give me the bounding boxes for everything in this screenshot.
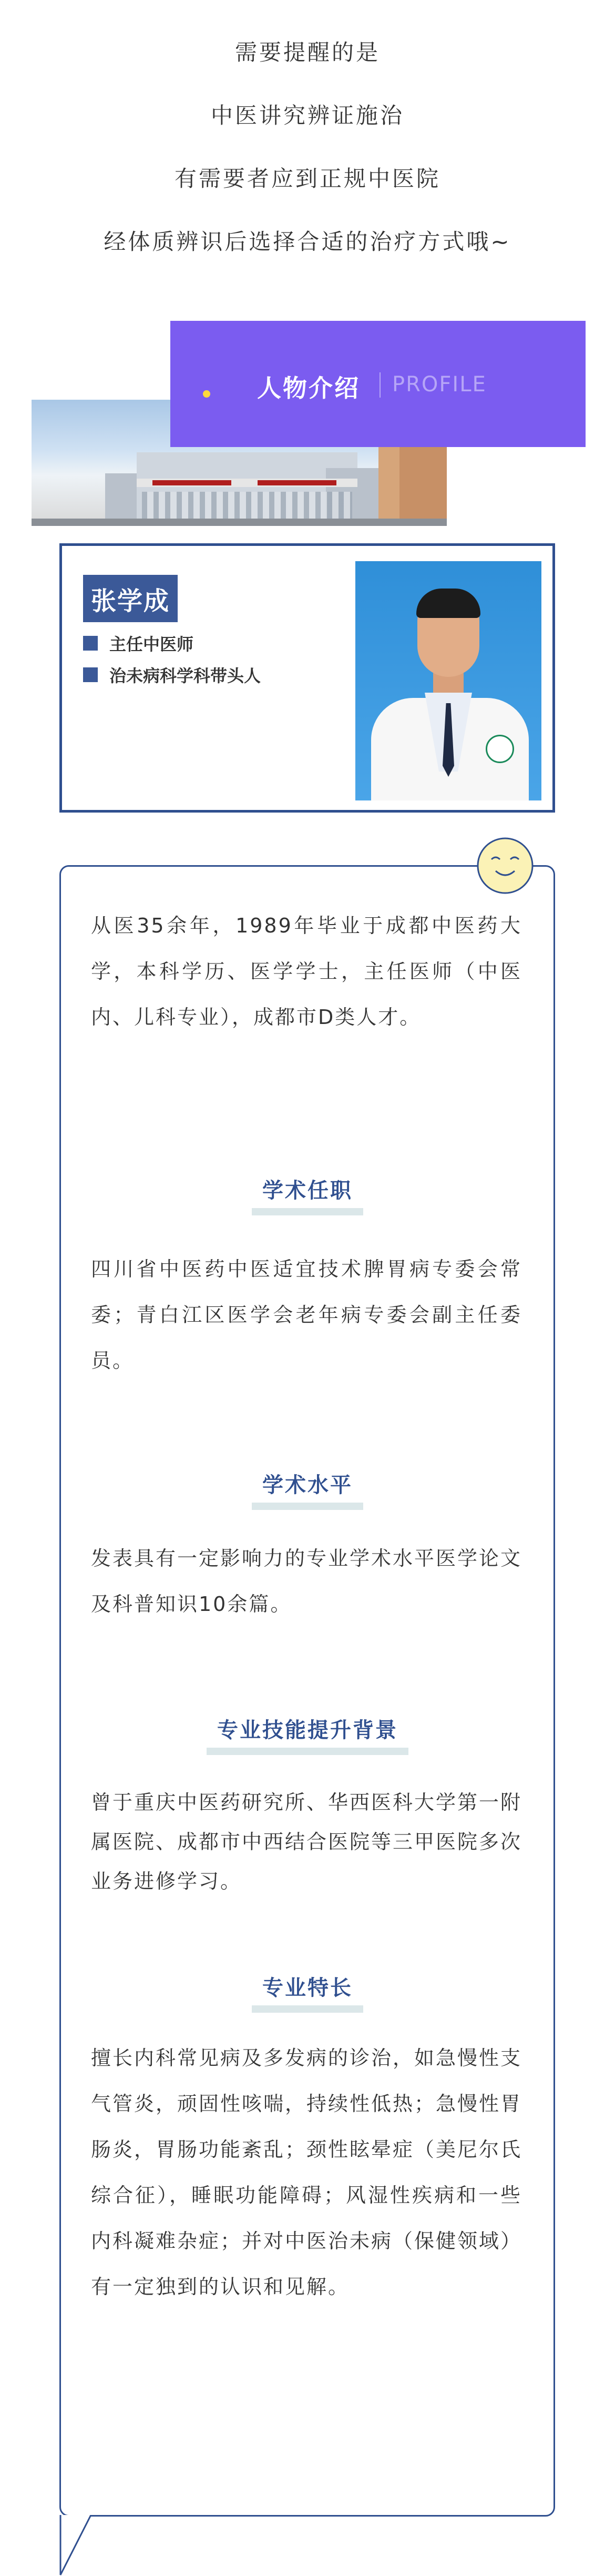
- doctor-tag: [83, 662, 261, 688]
- section-text: 曾于重庆中医药研究所、华西医科大学第一附属医院、成都市中西结合医院等三甲医院多次业务进修学习。: [91, 1791, 522, 1893]
- section-title: [0, 1174, 615, 1204]
- profile-title: 人物介绍: [257, 374, 360, 402]
- sign-lettering: [258, 480, 336, 485]
- square-bullet-icon: [83, 636, 98, 651]
- hospital-sign: [137, 479, 357, 487]
- section-title-text: 学术任职: [252, 1174, 363, 1204]
- section-title: [0, 1468, 615, 1498]
- intro-line-3: 有需要者应到正规中医院: [174, 166, 440, 191]
- square-bullet-icon: [83, 667, 98, 682]
- smiley-icon: [476, 836, 535, 895]
- doctor-tag-label: 主任中医师: [109, 634, 194, 654]
- hospital-badge-icon: [486, 735, 514, 763]
- section-text: 发表具有一定影响力的专业学术水平医学论文及科普知识10余篇。: [91, 1547, 522, 1616]
- doctor-tag: [83, 630, 193, 656]
- profile-banner: [170, 321, 586, 447]
- photo-hair: [416, 589, 480, 618]
- section-title: [0, 1713, 615, 1743]
- dot-icon: [203, 390, 210, 398]
- doctor-photo: [355, 561, 541, 800]
- doctor-tag-label: 治未病科学科带头人: [109, 666, 261, 686]
- doctor-name: 张学成: [83, 575, 178, 622]
- section-title-text: 专业特长: [252, 1971, 363, 2001]
- section-title-text: 学术水平: [252, 1468, 363, 1498]
- intro-line-2: 中医讲究辨证施治: [210, 103, 404, 128]
- section-text: 四川省中医药中医适宜技术脾胃病专委会常委；青白江区医学会老年病专委会副主任委员。: [91, 1257, 522, 1372]
- bubble-tail: [59, 2515, 101, 2576]
- bio-intro: 从医35余年，1989年毕业于成都中医药大学，本科学历、医学学士，主任医师（中医内、儿科专业），成都市D类人才。: [91, 914, 522, 1029]
- sign-lettering: [152, 480, 231, 485]
- intro-line-1: 需要提醒的是: [234, 39, 380, 65]
- profile-subtitle: PROFILE: [392, 372, 487, 397]
- doctor-card: [59, 543, 555, 813]
- section-title: [0, 1971, 615, 2001]
- profile-divider: [380, 372, 381, 398]
- section-title-text: 专业技能提升背景: [207, 1713, 408, 1743]
- section-text: 擅长内科常见病及多发病的诊治，如急慢性支气管炎，顽固性咳喘，持续性低热；急慢性胃肠炎，胃肠功能紊乱；颈性眩晕症（美尼尔氏综合征），睡眠功能障碍；风湿性疾病和一些内科凝难杂症；并对中医治未病（保健领域）有一定独到的认识和见解。: [91, 2046, 522, 2298]
- intro-block: [0, 21, 615, 273]
- intro-line-4: 经体质辨识后选择合适的治疗方式哦~: [104, 229, 511, 255]
- ground: [32, 519, 447, 526]
